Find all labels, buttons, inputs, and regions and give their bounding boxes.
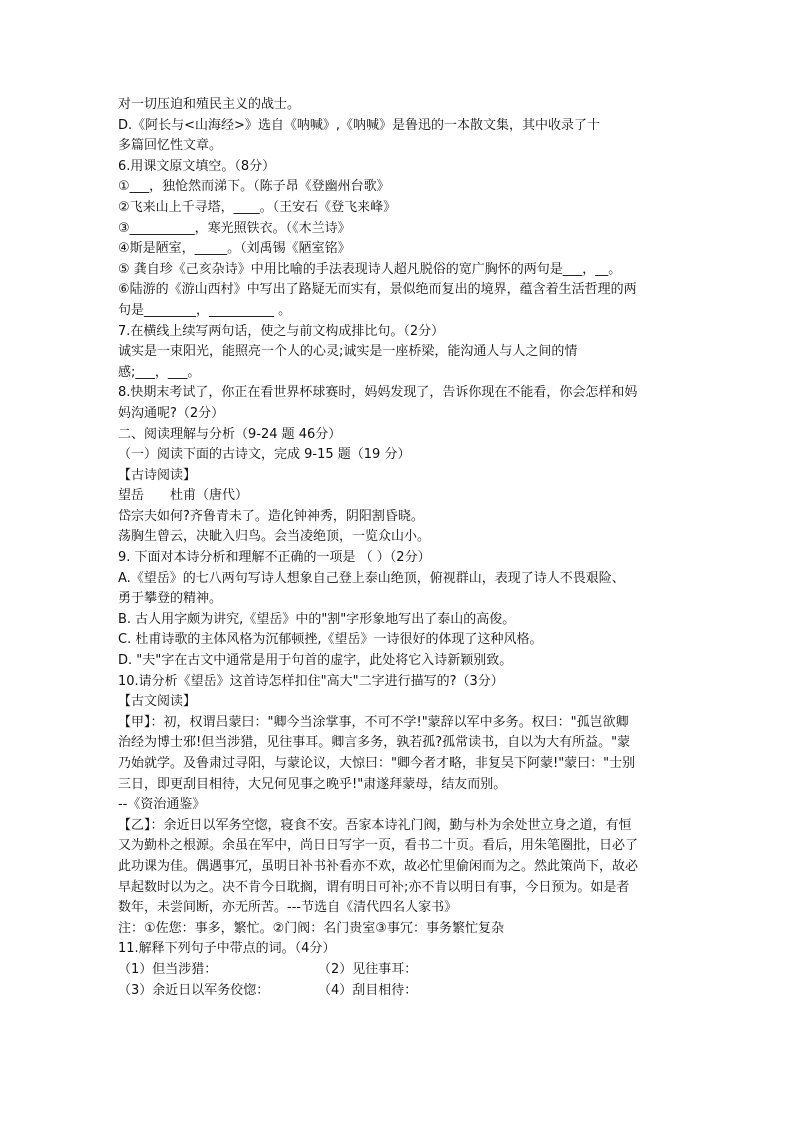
question-11-row xyxy=(118,960,678,981)
text-line: 句是________，__________ 。 xyxy=(118,302,292,318)
question-8-heading: 8.快期末考试了，你正在看世界杯球赛时，妈妈发现了，告诉你现在不能看，你会怎样和妈 xyxy=(118,385,638,401)
text-line: 对一切压迫和殖民主义的战士。 xyxy=(118,97,301,112)
question-11-heading: 11.解释下列句子中带点的词。（4分） xyxy=(118,941,336,957)
option-a-line: A.《望岳》的七八两句写诗人想象自己登上泰山绝顶，俯视群山，表现了诗人不畏艰险、 xyxy=(118,570,625,586)
question-7-heading: 7.在横线上续写两句话，使之与前文构成排比句。（2分） xyxy=(118,323,445,339)
subsection-heading: （一）阅读下面的古诗文，完成 9-15 题（19 分） xyxy=(118,447,411,463)
document-page xyxy=(118,95,678,1001)
text-line: 勇于攀登的精神。 xyxy=(118,591,223,607)
section-2-heading: 二、阅读理解与分析（9-24 题 46分） xyxy=(118,426,342,442)
passage-yi-line: 早起数时以为之。决不肯今日耽搁，谓有明日可补;亦不肯以明日有事，今日预为。如是者 xyxy=(118,879,630,895)
sub-question-3: （3）余近日以军务佼惚： xyxy=(118,982,270,998)
passage-jia-line: 【甲】：初，权谓吕蒙曰："卿今当涂掌事，不可不学!"蒙辞以军中多务。权曰："孤岂欲卿 xyxy=(118,714,629,730)
question-11-row xyxy=(118,981,678,1002)
passage-yi-line: 【乙】：余近日以军务空惚，寝食不安。吾家本诗礼门阀，勤与朴为余处世立身之道，有恒 xyxy=(118,817,632,833)
text-line: 感;___，___。 xyxy=(118,364,201,380)
passage-jia-line: 乃始就学。及鲁肃过寻阳，与蒙论议，大惊曰："卿今者才略，非复吴下阿蒙!"蒙曰："士别 xyxy=(118,756,636,771)
option-d-line: D. "夫"字在古文中通常是用于句首的虚字，此处将它入诗新颖别致。 xyxy=(118,653,513,669)
fill-blank-1: ①___，独怆然而涕下。（陈子昂《登幽州台歌》 xyxy=(118,179,390,195)
passage-yi-line: 数年，未尝间断，亦无所苦。---节选自《清代四名人家书》 xyxy=(118,900,458,916)
classical-reading-label: 【古文阅读】 xyxy=(118,694,197,710)
text-line: 诚实是一束阳光，能照亮一个人的心灵;诚实是一座桥梁，能沟通人与人之间的情 xyxy=(118,344,578,360)
option-d-line: D.《阿长与<山海经>》选自《呐喊》,《呐喊》是鲁迅的一本散文集，其中收录了十 xyxy=(118,117,601,133)
option-b-line: B. 古人用字颇为讲究,《望岳》中的"割"字形象地写出了泰山的高俊。 xyxy=(118,611,516,627)
notes-line: 注：①佐您：事多，繁忙。②门阀：名门贵室③事冗：事务繁忙复杂 xyxy=(118,920,504,936)
source-line: --《资治通鉴》 xyxy=(118,797,206,813)
sub-question-1: （1）但当涉猎： xyxy=(118,961,218,977)
poem-reading-label: 【古诗阅读】 xyxy=(118,467,197,483)
fill-blank-4: ④斯是陋室，_____。（刘禹锡《陋室铭》 xyxy=(118,241,351,257)
poem-line: 岱宗夫如何?齐鲁青未了。造化钟神秀，阴阳割昏晓。 xyxy=(118,508,424,524)
text-line: 多篇回忆性文章。 xyxy=(118,138,223,154)
fill-blank-6: ⑥陆游的《游山西村》中写出了路疑无而实有，景似绝而复出的境界，蕴含着生活哲理的两 xyxy=(118,282,637,298)
fill-blank-2: ②飞来山上千寻塔，____。（王安石《登飞来峰》 xyxy=(118,199,397,215)
poem-title: 望岳 杜甫（唐代） xyxy=(118,488,249,504)
sub-question-4: （4）刮目相待： xyxy=(318,982,418,998)
sub-question-2: （2）见往事耳： xyxy=(318,961,418,977)
poem-line: 荡胸生曾云，决眦入归鸟。会当凌绝顶，一览众山小。 xyxy=(118,529,431,545)
question-9-heading: 9. 下面对本诗分析和理解不正确的一项是 （ ）（2分） xyxy=(118,550,431,566)
question-10-heading: 10.请分析《望岳》这首诗怎样扣住"高大"二字进行描写的?（3分） xyxy=(118,673,504,689)
text-line: 妈沟通呢?（2分） xyxy=(118,405,225,421)
passage-jia-line: 三日，即更刮目相待，大兄何见事之晚乎!"肃遂拜蒙母，结友而别。 xyxy=(118,776,507,792)
passage-yi-line: 此功课为佳。偶遇事冗，虽明日补书补看亦不欢，故必忙里偷闲而为之。然此策尚下，故必 xyxy=(118,858,639,874)
passage-jia-line: 治经为博士邪!但当涉猎，见往事耳。卿言多务，孰若孤?孤常读书，自以为大有所益。"蒙 xyxy=(118,735,631,751)
passage-yi-line: 又为勤朴之根源。余虽在军中，尚日日写字一页，看书二十页。看后，用朱笔圈批，日必了 xyxy=(118,838,639,854)
fill-blank-3: ③__________，寒光照铁衣。（《木兰诗》 xyxy=(118,220,351,236)
fill-blank-5: ⑤ 龚自珍《己亥杂诗》中用比喻的手法表现诗人超凡脱俗的宽广胸怀的两句是___，__。 xyxy=(118,261,622,277)
option-c-line: C. 杜甫诗歌的主体风格为沉郁顿挫,《望岳》一诗很好的体现了这种风格。 xyxy=(118,632,543,648)
question-6-heading: 6.用课文原文填空。（8分） xyxy=(118,158,276,174)
